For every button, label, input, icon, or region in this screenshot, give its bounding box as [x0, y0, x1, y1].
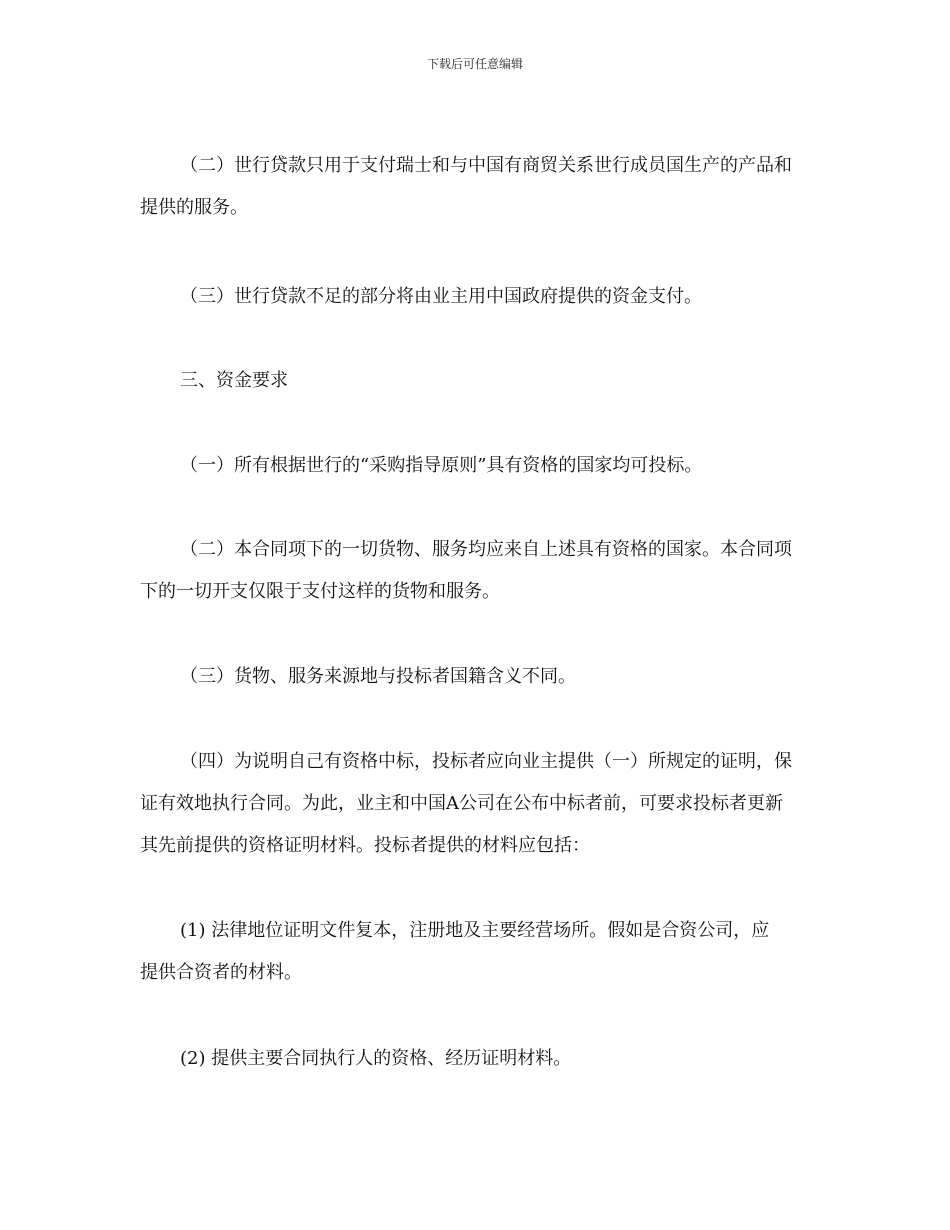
paragraph-line: 证有效地执行合同。为此，业主和中国A公司在公布中标者前，可要求投标者更新 [140, 793, 783, 814]
paragraph-line: （一）所有根据世行的“采购指导原则”具有资格的国家均可投标。 [180, 455, 703, 476]
paragraph-line: 其先前提供的资格证明材料。投标者提供的材料应包括： [140, 835, 590, 856]
paragraph-goods-origin [140, 529, 812, 613]
paragraph-legal-status-documents [140, 910, 812, 994]
page-header: 下载后可任意编辑 [426, 57, 523, 71]
section-heading-funding-requirements [140, 360, 812, 402]
paragraph-line: 下的一切开支仅限于支付这样的货物和服务。 [140, 581, 500, 602]
paragraph-line: 提供合资者的材料。 [140, 962, 302, 983]
paragraph-line: （二）世行贷款只用于支付瑞士和与中国有商贸关系世行成员国生产的产品和 [180, 155, 792, 176]
paragraph-line: 提供的服务。 [140, 197, 248, 218]
section-heading: 三、资金要求 [180, 370, 288, 391]
paragraph-line: (1) 法律地位证明文件复本，注册地及主要经营场所。假如是合资公司，应 [180, 920, 770, 941]
paragraph-line: (2) 提供主要合同执行人的资格、经历证明材料。 [180, 1048, 572, 1069]
paragraph-line: （四）为说明自己有资格中标，投标者应向业主提供（一）所规定的证明，保 [180, 751, 792, 772]
paragraph-line: （二）本合同项下的一切货物、服务均应来自上述具有资格的国家。本合同项 [180, 539, 792, 560]
paragraph-funding-shortfall [140, 276, 812, 318]
paragraph-origin-vs-nationality [140, 656, 812, 698]
paragraph-qualification-proof [140, 741, 812, 867]
paragraph-executor-qualifications [140, 1038, 812, 1080]
paragraph-line: （三）世行贷款不足的部分将由业主用中国政府提供的资金支付。 [180, 286, 702, 307]
paragraph-eligible-countries [140, 445, 812, 487]
paragraph-line: （三）货物、服务来源地与投标者国籍含义不同。 [180, 666, 576, 687]
paragraph-world-bank-loan-usage [140, 145, 812, 229]
